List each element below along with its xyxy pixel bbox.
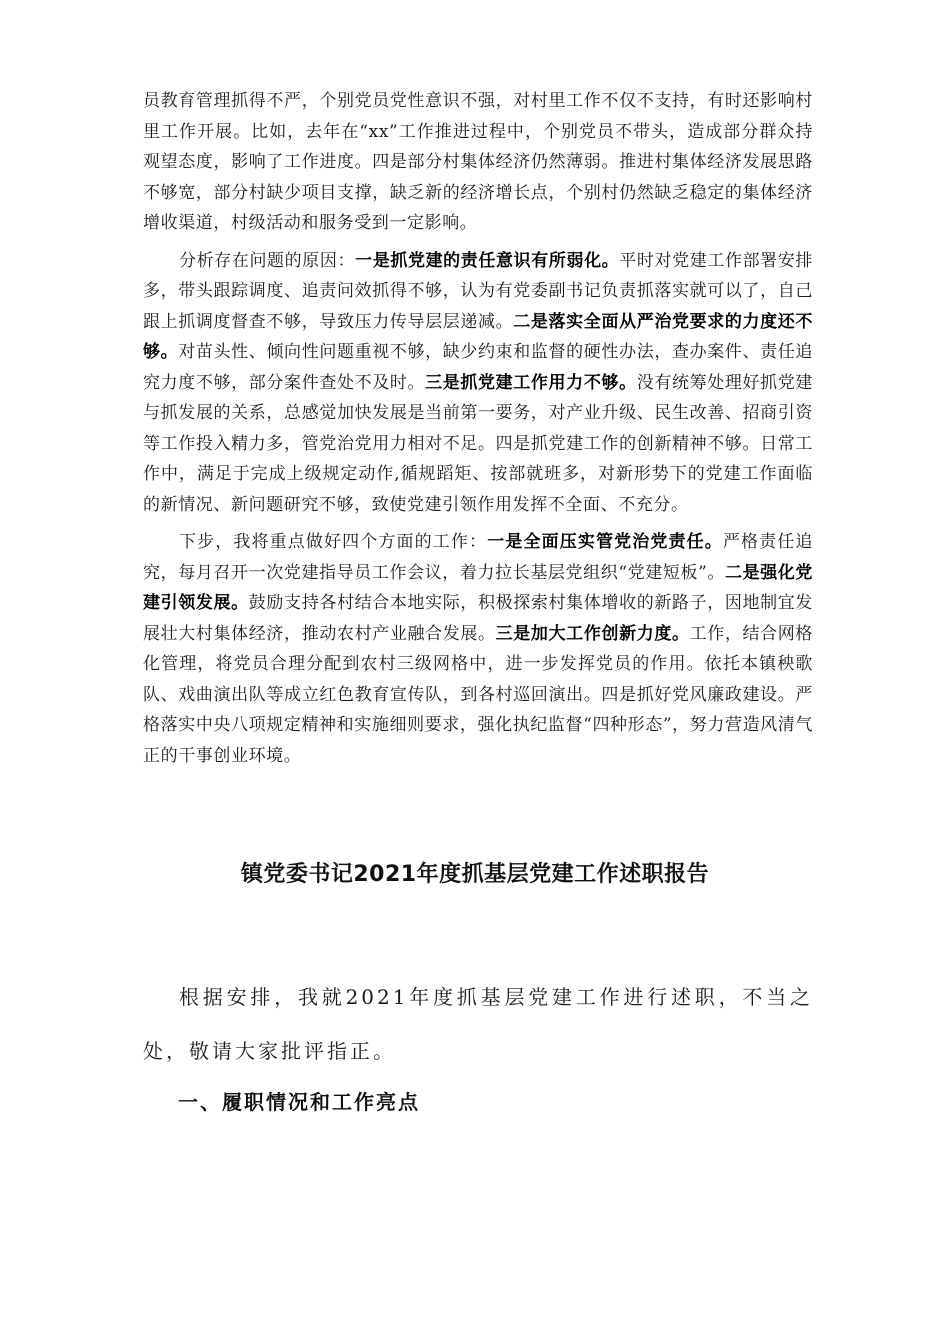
bold-point-3: 三是加大工作创新力度。 xyxy=(495,623,690,644)
paragraph-text: 员教育管理抓得不严，个别党员党性意识不强，对村里工作不仅不支持，有时还影响村里工作开展。比如，去年在“xx”工作推进过程中，个别党员不带头，造成部分群众持观望态度，影响了工作进度。四是部分村集体经济仍然薄弱。推进村集体经济发展思路不够宽，部分村缺少项目支撑，缺乏新的经济增长点，个别村仍然缺乏稳定的集体经济增收渠道，村级活动和服务受到一定影响。 xyxy=(143,91,813,233)
report-intro-paragraph: 根据安排，我就2021年度抓基层党建工作进行述职，不当之处，敬请大家批评指正。 xyxy=(143,985,813,1063)
paragraph-causes xyxy=(143,246,813,521)
paragraph-text: 鼓励支持各村结合本地实际，积极探索村集体增收的新路子，因地制宜发展壮大村集体经济，推动农村产业融合发展。 xyxy=(143,593,813,644)
paragraph-next-steps xyxy=(143,527,813,771)
paragraph-text: 工作，结合网格化管理，将党员合理分配到农村三级网格中，进一步发挥党员的作用。依托本镇秧歌队、戏曲演出队等成立红色教育宣传队，到各村巡回演出。四是抓好党风廉政建设。严格落实中央八项规定精神和实施细则要求，强化执纪监督“四种形态”，努力营造风清气正的干事创业环境。 xyxy=(143,623,814,766)
previous-section-text xyxy=(143,86,813,778)
section-heading: 一、履职情况和工作亮点 xyxy=(178,1090,420,1114)
paragraph-text: 下步，我将重点做好四个方面的工作： xyxy=(179,532,488,552)
paragraph-text: 对苗头性、倾向性问题重视不够，缺少约束和监督的硬性办法，查办案件、责任追究力度不够，部分案件查处不及时。 xyxy=(143,342,813,393)
paragraph-problems-continued xyxy=(143,86,813,239)
paragraph-text: 没有统筹处理好抓党建与抓发展的关系，总感觉加快发展是当前第一要务，对产业升级、民生改善、招商引资等工作投入精力多，管党治党用力相对不足。四是抓党建工作的创新精神不够。日常工作中，满足于完成上级规定动作,循规蹈矩、按部就班多，对新形势下的党建工作面临的新情况、新问题研究不够，致使党建引领作用发挥不全面、不充分。 xyxy=(143,372,814,515)
bold-point-1: 一是全面压实管党治党责任。 xyxy=(487,532,723,552)
paragraph-text: 严格责任追究，每月召开一次党建指导员工作会议，着力拉长基层党组织“党建短板”。 xyxy=(143,532,814,583)
bold-point-2: 二是强化党建引领发展。 xyxy=(143,562,814,613)
bold-point-2: 二是落实全面从严治党要求的力度还不够。 xyxy=(143,311,813,362)
bold-point-3: 三是抓党建工作用力不够。 xyxy=(425,372,637,393)
paragraph-text: 分析存在问题的原因： xyxy=(179,250,356,271)
paragraph-text: 平时对党建工作部署安排多，带头跟踪调度、追责问效抓得不够，认为有党委副书记负责抓落实就可以了，自己跟上抓调度督查不够，导致压力传导层层递减。 xyxy=(143,250,814,332)
bold-point-1: 一是抓党建的责任意识有所弱化。 xyxy=(355,250,620,271)
report-title: 镇党委书记2021年度抓基层党建工作述职报告 xyxy=(240,862,710,887)
